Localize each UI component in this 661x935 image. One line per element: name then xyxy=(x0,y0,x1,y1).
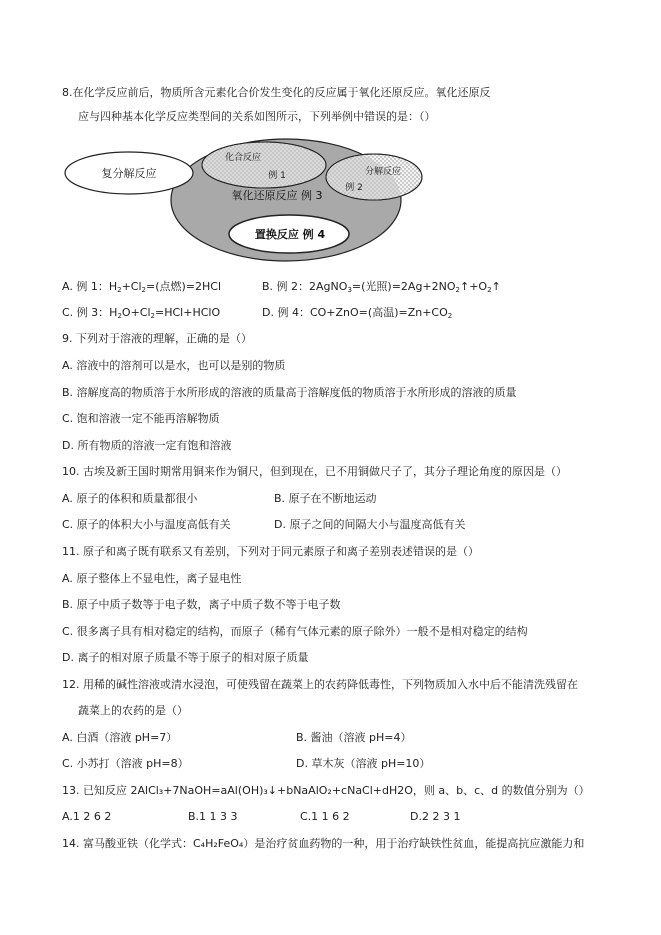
q8-stem-line1: 8.在化学反应前后，物质所含元素化合价发生变化的反应属于氧化还原反应。氧化还原反 xyxy=(62,86,491,99)
q12-option-b[interactable]: B. 酱油（溶液 pH=4） xyxy=(296,731,412,744)
q11-option-b[interactable]: B. 原子中质子数等于电子数，离子中质子数不等于电子数 xyxy=(62,598,341,611)
q8-option-c[interactable]: C. 例 3：$H_2O+Cl_2=HCl+HClO$ xyxy=(62,306,221,320)
q13-option-b[interactable]: B.1 1 3 3 xyxy=(188,810,238,823)
q9-option-c[interactable]: C. 饱和溶液一定不能再溶解物质 xyxy=(62,412,220,425)
q8-stem-line2: 应与四种基本化学反应类型间的关系如图所示，下列举例中错误的是：（） xyxy=(78,110,436,123)
q12-option-a[interactable]: A. 白酒（溶液 pH=7） xyxy=(62,731,178,744)
q12-stem-line1: 12. 用稀的碱性溶液或清水浸泡，可使残留在蔬菜上的农药降低毒性，下列物质加入水中后不能清洗残留在 xyxy=(62,678,578,691)
label-fuhe: 复分解反应 xyxy=(101,167,157,180)
reaction-relationship-diagram xyxy=(0,0,661,270)
q13-stem: 13. 已知反应 2AlCl₃+7NaOH=aAl(OH)₃↓+bNaAlO₂+cNaCl+dH2O，则 a、b、c、d 的数值分别为（） xyxy=(62,784,590,797)
q11-stem: 11. 原子和离子既有联系又有差别，下列对于同元素原子和离子差别表述错误的是（） xyxy=(62,545,479,558)
q10-option-b[interactable]: B. 原子在不断地运动 xyxy=(274,492,377,505)
q10-stem: 10. 古埃及新王国时期常用铜来作为铜尺，但到现在，已不用铜做尺子了，其分子理论角度的原因是（） xyxy=(62,465,567,478)
label-zhihuan: 置换反应 例 4 xyxy=(254,228,326,241)
label-huahe: 化合反应 xyxy=(224,153,262,163)
q11-option-c[interactable]: C. 很多离子具有相对稳定的结构，而原子（稀有气体元素的原子除外）一般不是相对稳定的结构 xyxy=(62,625,528,638)
q9-option-d[interactable]: D. 所有物质的溶液一定有饱和溶液 xyxy=(62,439,232,452)
q13-option-a[interactable]: A.1 2 6 2 xyxy=(62,810,112,823)
q10-option-a[interactable]: A. 原子的体积和质量都很小 xyxy=(62,492,198,505)
q8-option-d[interactable]: D. 例 4：CO+ZnO=(高温)$=Zn+CO_2$ xyxy=(262,306,453,320)
label-li1: 例 1 xyxy=(268,171,286,181)
q12-stem-line2: 蔬菜上的农药的是（） xyxy=(78,704,188,717)
label-fenjie: 分解反应 xyxy=(364,167,402,177)
label-yanghua: 氧化还原反应 例 3 xyxy=(231,189,323,202)
q11-option-a[interactable]: A. 原子整体上不显电性，离子显电性 xyxy=(62,572,242,585)
label-li2: 例 2 xyxy=(345,183,363,193)
q8-option-b[interactable]: B. 例 2：2AgNO$_3$=(光照)$=2Ag+2NO_2↑+O_2↑$ xyxy=(262,280,501,294)
q11-option-d[interactable]: D. 离子的相对原子质量不等于原子的相对原子质量 xyxy=(62,651,309,664)
q13-option-d[interactable]: D.2 2 3 1 xyxy=(410,810,461,823)
q14-stem: 14. 富马酸亚铁（化学式：C₄H₂FeO₄）是治疗贫血药物的一种，用于治疗缺铁性贫血，能提高抗应激能力和 xyxy=(62,837,585,850)
q12-option-d[interactable]: D. 草木灰（溶液 pH=10） xyxy=(296,757,431,770)
q12-option-c[interactable]: C. 小苏打（溶液 pH=8） xyxy=(62,757,189,770)
q13-option-c[interactable]: C.1 1 6 2 xyxy=(300,810,350,823)
q10-option-c[interactable]: C. 原子的体积大小与温度高低有关 xyxy=(62,518,231,531)
q9-stem: 9. 下列对于溶液的理解，正确的是（） xyxy=(62,332,252,345)
q10-option-d[interactable]: D. 原子之间的间隔大小与温度高低有关 xyxy=(274,518,466,531)
q9-option-b[interactable]: B. 溶解度高的物质溶于水所形成的溶液的质量高于溶解度低的物质溶于水所形成的溶液的质量 xyxy=(62,386,517,399)
q9-option-a[interactable]: A. 溶液中的溶剂可以是水，也可以是别的物质 xyxy=(62,359,286,372)
q8-option-a[interactable]: A. 例 1：$H_2+Cl_2=$(点燃)=2HCl xyxy=(62,280,222,294)
